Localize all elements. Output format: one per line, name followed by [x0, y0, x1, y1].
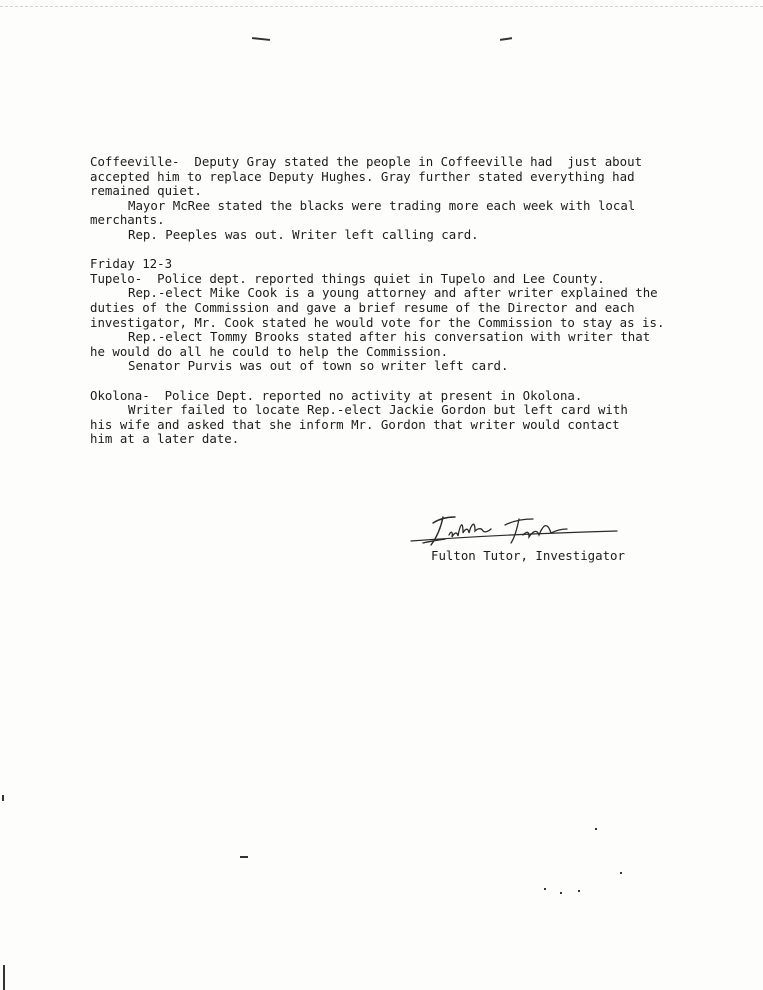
text-line: Coffeeville- Deputy Gray stated the people in Coffeeville had just about: [90, 154, 643, 169]
scan-mark: [544, 888, 546, 890]
text-line: Okolona- Police Dept. reported no activity at present in Okolona.: [90, 387, 583, 403]
text-line: Tupelo- Police dept. reported things quiet in Tupelo and Lee County.: [90, 270, 605, 286]
text-line: him at a later date.: [90, 431, 240, 447]
text-line: he would do all he could to help the Commission.: [90, 343, 449, 359]
text-line: remained quiet.: [90, 183, 202, 199]
scan-mark: [560, 892, 562, 894]
text-line: Writer failed to locate Rep.-elect Jackie Gordon but left card with: [128, 402, 628, 418]
text-line: investigator, Mr. Cook stated he would vote for the Commission to stay as is.: [90, 314, 665, 330]
scan-mark: [2, 795, 4, 801]
text-line: Rep. Peeples was out. Writer left calling card.: [128, 226, 479, 242]
page-top-edge: [0, 0, 763, 7]
text-line: his wife and asked that she inform Mr. Gordon that writer would contact: [90, 416, 620, 432]
report-body: [90, 155, 690, 447]
text-line: duties of the Commission and gave a brief resume of the Director and each: [90, 299, 635, 315]
paragraph-gap: [90, 243, 690, 258]
scan-mark: [595, 828, 597, 830]
scan-mark: [578, 890, 580, 892]
text-line: Rep.-elect Tommy Brooks stated after his conversation with writer that: [128, 329, 651, 345]
text-line: merchants.: [90, 212, 165, 228]
text-line: Mayor McRee stated the blacks were trading more each week with local: [128, 197, 636, 213]
paragraph-gap: [90, 374, 690, 389]
scan-mark: [252, 37, 270, 41]
signature-caption: Fulton Tutor, Investigator: [431, 548, 625, 563]
scan-mark: [620, 872, 622, 874]
scan-mark: [500, 37, 512, 40]
text-line: Senator Purvis was out of town so writer left card.: [128, 358, 509, 374]
text-line: accepted him to replace Deputy Hughes. Gray further stated everything had: [90, 168, 635, 184]
text-line: Friday 12-3: [90, 256, 173, 272]
scan-mark: [240, 856, 248, 858]
text-line: Rep.-elect Mike Cook is a young attorney and after writer explained the: [128, 285, 658, 301]
scan-mark: [3, 965, 5, 990]
